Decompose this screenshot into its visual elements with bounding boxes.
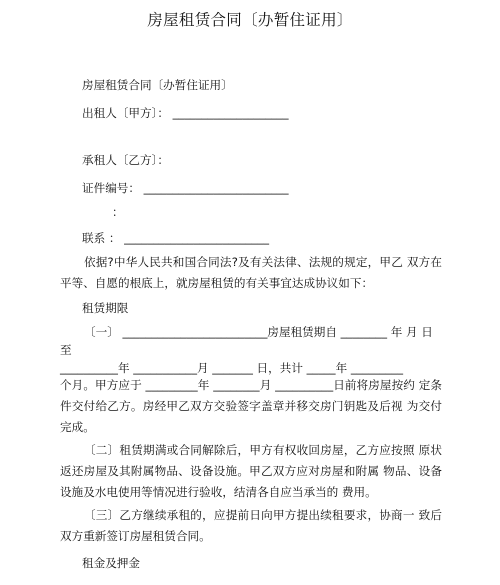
contact-field: 联系 ： _________________________ [82,231,270,245]
section-lease-term: 租赁期限 [82,301,129,315]
id-number-field: 证件编号： _________________________ [82,181,289,195]
clause-2-paragraph: 〔二〕租赁期满或合同解除后，甲方有权收回房屋，乙方应按照 原状返还房屋及其附属物品、设备设施。甲乙双方应对房屋和附属 物品、设备设施及水电使用等情况进行验收，结清各自应当承当的 费用。 [60,443,442,499]
clause-3-paragraph: 〔三〕乙方继续承租的，应提前日向甲方提出续租要求，协商一 致后双方重新签订房屋租赁合同。 [60,508,442,543]
clause-1-paragraph: 个月。甲方应于 _________年 ________月 __________日前将房屋按约 定条件交付给乙方。房经甲乙双方交验签字盖章并移交房门钥匙及后视 为交付完成。 [60,378,442,434]
clause-1-line-1: 〔一〕 _________________________房屋租赁期自 ________ 年 月 日 [84,325,433,339]
page-title: 房屋租赁合同〔办暂住证用〕 [147,11,353,29]
blank-colon-field: ： [112,205,124,219]
contract-subtitle: 房屋租赁合同〔办暂住证用〕 [82,78,233,92]
clause-1-line-3: __________年 ___________月 _______ 日，共计 _____年 _________ [60,361,404,375]
intro-paragraph: 依据?中华人民共和国合同法?及有关法律、法规的规定，甲乙 双方在平等、自愿的根底上，就房屋租赁的有关事宜达成协议如下： [60,255,442,290]
tenant-field: 承租人〔乙方〕： [82,153,169,167]
clause-1-line-2: 至 [60,343,72,357]
landlord-field: 出租人〔甲方〕： ____________________ [82,106,289,120]
section-rent-deposit: 租金及押金 [82,556,140,570]
